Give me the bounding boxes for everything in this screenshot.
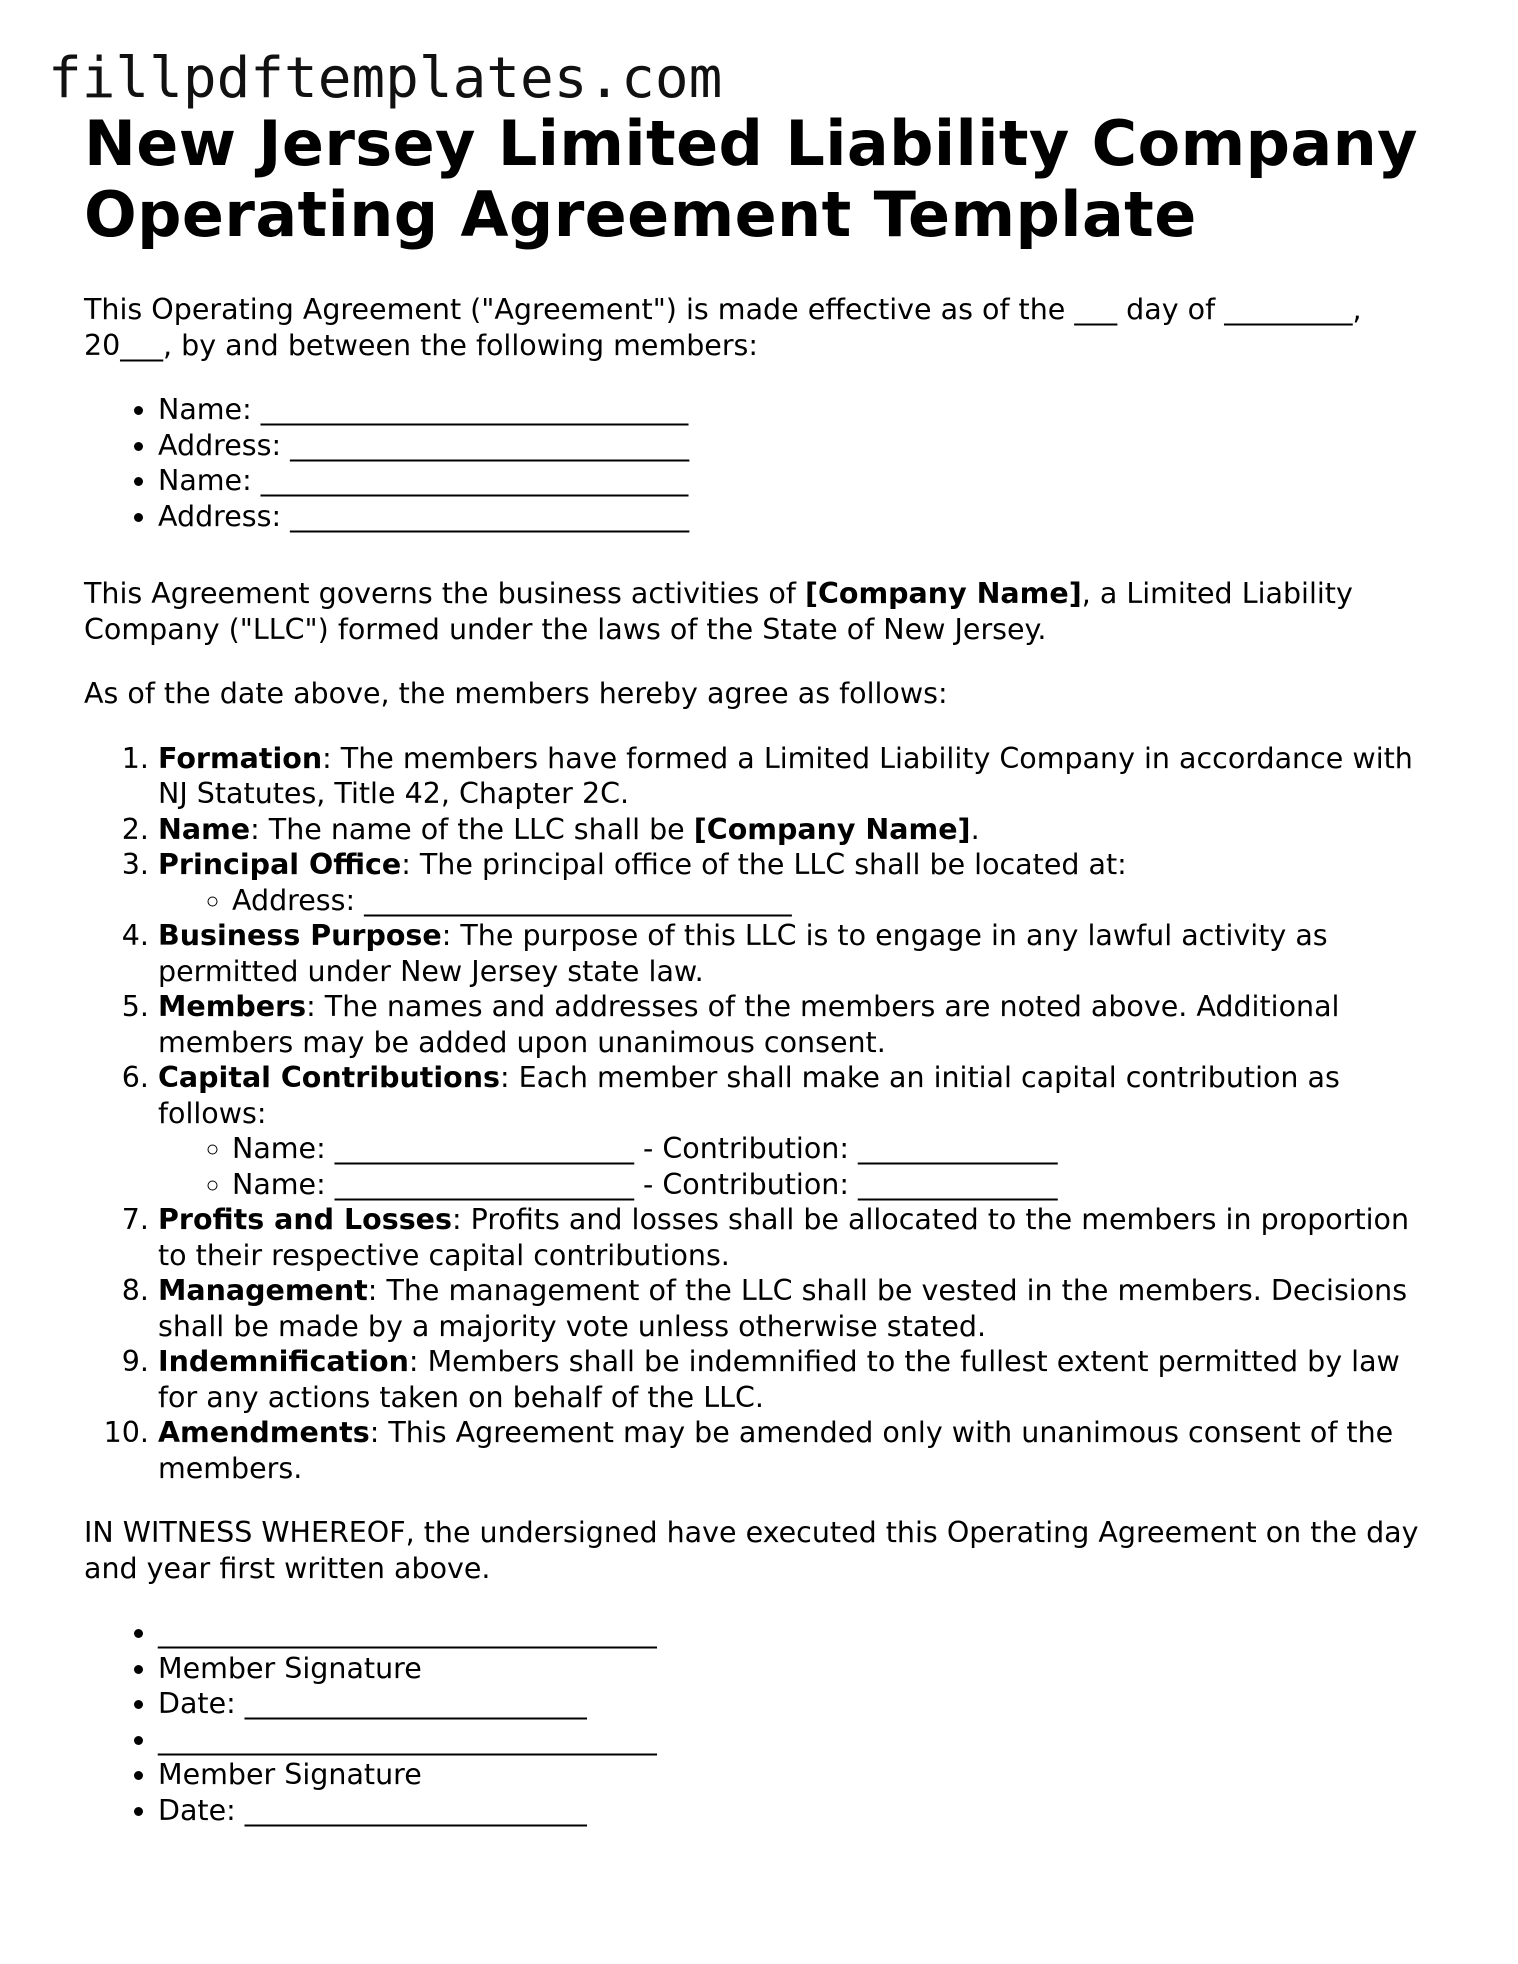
signature-line: • ___________________________________ — [158, 1615, 1444, 1651]
term-item — [158, 1415, 1444, 1486]
term-item — [158, 741, 1444, 812]
term-heading: Management — [158, 1274, 368, 1307]
term-text: : This Agreement may be amended only with unanimous consent of the members. — [158, 1416, 1394, 1485]
terms-list — [84, 741, 1444, 1487]
governs-text: This Agreement governs the business activities of — [84, 577, 805, 610]
term-text: : The name of the LLC shall be — [250, 812, 694, 846]
date-field: • Date: ________________________ — [158, 1686, 1444, 1722]
term-item — [158, 918, 1444, 989]
member-field: • Address: ____________________________ — [158, 499, 1444, 535]
company-name-placeholder: [Company Name] — [804, 577, 1082, 610]
governs-paragraph — [84, 576, 1444, 647]
term-heading: Formation — [158, 741, 323, 775]
term-heading: Amendments — [158, 1416, 370, 1449]
intro-paragraph: This Operating Agreement ("Agreement") is made effective as of the ___ day of _________, 20___, by and between the following members: — [84, 293, 1362, 362]
term-item — [158, 812, 1444, 848]
term-text: : Profits and losses shall be allocated to the members in proportion to their respective capital contributions. — [158, 1203, 1410, 1272]
term-heading: Business Purpose — [158, 919, 442, 952]
company-name-placeholder: [Company Name] — [693, 812, 971, 846]
term-text: : The members have formed a Limited Liability Company in accordance with NJ Statutes, Title 42, Chapter 2C. — [158, 741, 1413, 810]
term-heading: Members — [158, 990, 307, 1023]
contribution-field: ◦ Name: _____________________ - Contribution: ______________ — [232, 1131, 1444, 1167]
term-text: : The names and addresses of the members are noted above. Additional members may be added upon unanimous consent. — [158, 990, 1340, 1059]
principal-office-sublist — [158, 883, 1444, 919]
term-item — [158, 847, 1444, 918]
term-item — [158, 989, 1444, 1060]
term-text: : Each member shall make an initial capital contribution as follows: — [158, 1061, 1340, 1130]
address-field: ◦ Address: ______________________________ — [232, 883, 1444, 919]
signature-list — [84, 1615, 1444, 1828]
term-heading: Principal Office — [158, 848, 402, 881]
members-list — [84, 392, 1444, 534]
term-text: : The management of the LLC shall be vested in the members. Decisions shall be made by a majority vote unless otherwise stated. — [158, 1274, 1408, 1343]
title-line-2: Operating Agreement Template — [84, 178, 1197, 251]
term-item — [158, 1273, 1444, 1344]
date-field: • Date: ________________________ — [158, 1793, 1444, 1829]
contribution-field: ◦ Name: _____________________ - Contribution: ______________ — [232, 1167, 1444, 1203]
term-heading: Profits and Losses — [158, 1203, 452, 1236]
term-heading: Capital Contributions — [158, 1061, 501, 1094]
signature-label: • Member Signature — [158, 1757, 1444, 1793]
contributions-sublist — [158, 1131, 1444, 1202]
member-field: • Name: ______________________________ — [158, 392, 1444, 428]
site-watermark: fillpdftemplates.com — [48, 46, 723, 111]
term-item — [158, 1060, 1444, 1202]
term-text-tail: . — [970, 812, 980, 846]
document-page — [84, 108, 1444, 1828]
governs-text-tail: , a Limited Liability Company ("LLC") formed under the laws of the State of New Jersey. — [84, 577, 1353, 646]
document-title — [84, 108, 1444, 250]
term-text: : The principal office of the LLC shall be located at: — [401, 848, 1127, 881]
member-field: • Address: ____________________________ — [158, 428, 1444, 464]
term-item — [158, 1202, 1444, 1273]
signature-label: • Member Signature — [158, 1651, 1444, 1687]
title-line-1: New Jersey Limited Liability Company — [84, 107, 1418, 180]
witness-paragraph: IN WITNESS WHEREOF, the undersigned have executed this Operating Agreement on the day and year first written above. — [84, 1516, 1419, 1585]
term-item — [158, 1344, 1444, 1415]
term-heading: Name — [158, 812, 251, 846]
term-heading: Indemnification — [158, 1345, 409, 1378]
as-of-paragraph: As of the date above, the members hereby agree as follows: — [84, 677, 948, 710]
term-text: : The purpose of this LLC is to engage in any lawful activity as permitted under New Jersey state law. — [158, 919, 1328, 988]
signature-line: • ___________________________________ — [158, 1722, 1444, 1758]
member-field: • Name: ______________________________ — [158, 463, 1444, 499]
term-text: : Members shall be indemnified to the fullest extent permitted by law for any actions taken on behalf of the LLC. — [158, 1345, 1400, 1414]
